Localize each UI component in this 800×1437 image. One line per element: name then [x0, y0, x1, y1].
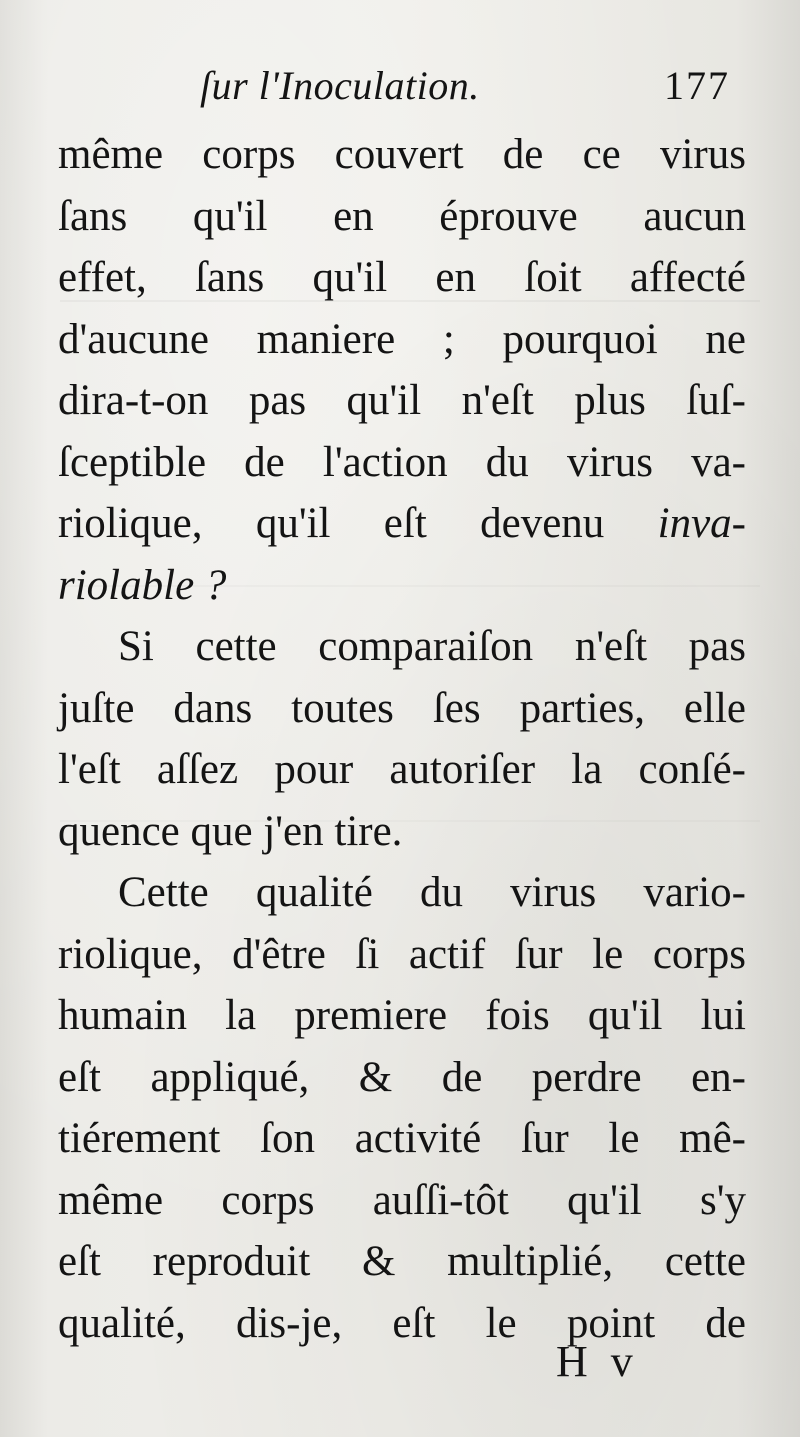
running-head: ſur l'Inoculation. — [200, 63, 480, 108]
body-text — [58, 124, 746, 1354]
text-line — [58, 493, 746, 555]
signature-mark: H v — [556, 1337, 639, 1386]
text-segment: riolique, qu'il eſt devenu — [58, 500, 658, 547]
text-line: qualité, dis-je, eſt le point de — [58, 1299, 746, 1347]
page-header — [200, 62, 730, 122]
text-line: quence que j'en tire. — [58, 807, 403, 855]
text-line: humain la premiere fois qu'il lui — [58, 992, 746, 1039]
text-line: même corps auſſi-tôt qu'il s'y — [58, 1176, 746, 1224]
text-line: Cette qualité du virus vario- — [118, 869, 746, 916]
text-line: Si cette comparaiſon n'eſt pas — [118, 623, 746, 670]
text-line: même corps couvert de ce virus — [58, 131, 746, 178]
text-line: eſt appliqué, & de perdre en- — [58, 1053, 746, 1101]
text-line: dira-t-on pas qu'il n'eſt plus ſuſ- — [58, 377, 746, 424]
page-number: 177 — [664, 63, 730, 108]
text-line: effet, ſans qu'il en ſoit affecté — [58, 254, 746, 301]
text-line: riolable ? — [58, 561, 227, 609]
text-line: ſans qu'il en éprouve aucun — [58, 192, 746, 240]
text-line: tiérement ſon activité ſur le mê- — [58, 1115, 746, 1162]
text-line: d'aucune maniere ; pourquoi ne — [58, 315, 746, 363]
text-line: juſte dans toutes ſes parties, elle — [58, 684, 746, 732]
text-line: ſceptible de l'action du virus va- — [58, 438, 746, 486]
text-line: l'eſt aſſez pour autoriſer la conſé- — [58, 746, 746, 793]
text-line: riolique, d'être ſi actif ſur le corps — [58, 930, 746, 978]
text-line: eſt reproduit & multiplié, cette — [58, 1238, 746, 1285]
italic-word: inva- — [657, 500, 746, 547]
